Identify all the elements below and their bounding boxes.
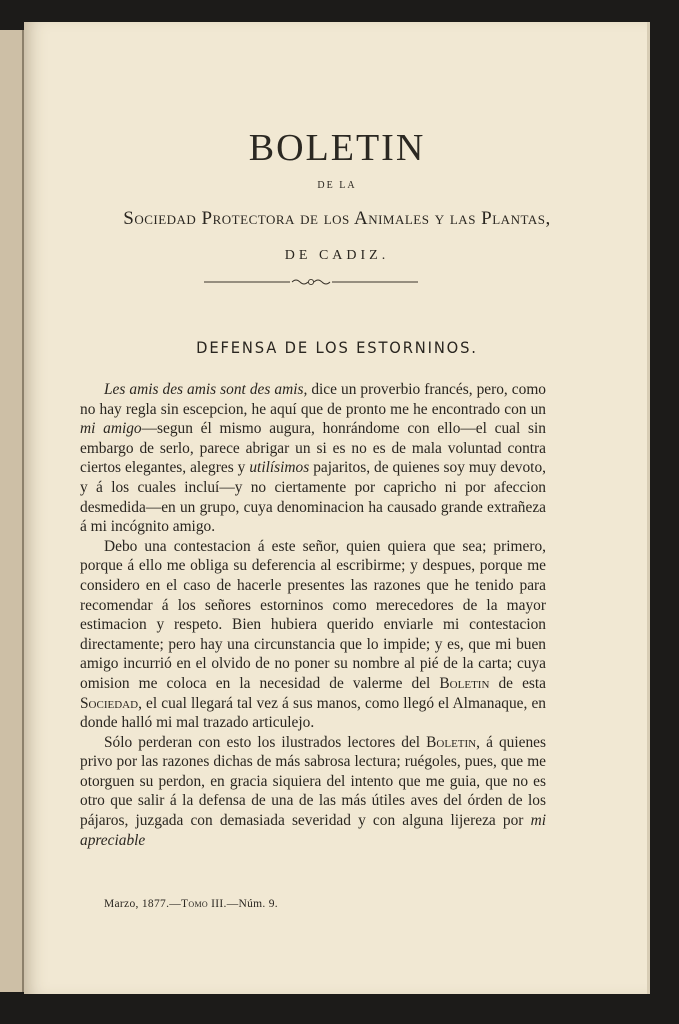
facing-page-edge — [0, 30, 24, 992]
paragraph-3: Sólo perderan con esto los ilustrados lectores del Boletin, á quienes privo por las razones dichas de más sabrosa lectura; ruégoles, pues, que me otorguen su perdon, en gracia siquiera del intento que me guia, que no es otro que salir á la defensa de una de las más útiles aves del órden de los pájaros, juzgada con demasiada severidad y con alguna lijereza por mi apreciable — [80, 733, 546, 849]
paragraph-1: Les amis des amis sont des amis, dice un proverbio francés, pero, como no hay regla sin escepcion, he aquí que de pronto me he encontrado con un mi amigo—segun él mismo augura, honrándome con ello—el cual sin embargo de serlo, parece abrigar un si es no es de mala voluntad contra ciertos elegantes, alegres y utilísimos pajaritos, de quienes soy muy devoto, y á los cuales incluí—y no ciertamente por capricho ni por afeccion desmedida—en un grupo, cuya denominacion ha causado grande extrañeza á mi incógnito amigo. — [80, 381, 546, 536]
book-page — [24, 22, 650, 994]
journal-subtitle: DE LA — [317, 180, 357, 191]
paragraph-2: Debo una contestacion á este señor, quien quiera que sea; primero, porque á ello me obliga su deferencia al escribirme; y despues, porque me considero en el caso de hacerle presentes las razones que he tenido para recomendar á los señores estorninos como merecedores de la mayor estimacion y respeto. Bien hubiera querido enviarle mi contestacion directamente; pero hay una circunstancia que lo impide; y es, que mi buen amigo incurrió en el olvido de no poner su nombre al pié de la carta; cuya omision me coloca en la necesidad de valerme del Boletin de esta Sociedad, el cual llegará tal vez á sus manos, como llegó el Almanaque, en donde halló mi mal trazado articulejo. — [80, 537, 547, 732]
page-footer: Marzo, 1877.—Tomo III.—Núm. 9. — [104, 898, 278, 910]
proverb-quote: Les amis des amis sont des amis, — [104, 381, 308, 398]
society-name: Sociedad Protectora de los Animales y las Plantas, — [123, 208, 551, 229]
journal-title: BOLETIN — [248, 127, 426, 169]
article-heading: DEFENSA DE LOS ESTORNINOS. — [196, 338, 478, 357]
ornamental-rule — [204, 276, 418, 288]
society-city: DE CADIZ. — [284, 248, 390, 263]
article-body — [80, 380, 546, 850]
